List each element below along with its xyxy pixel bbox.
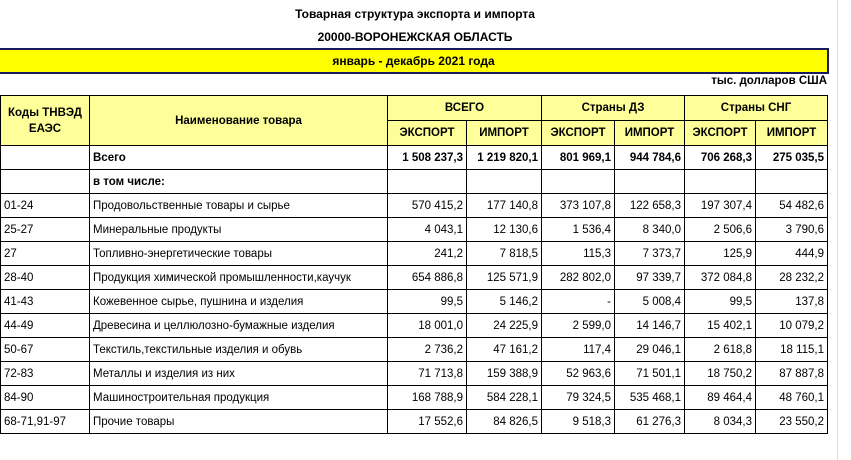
value-cell[interactable]: 115,3 (542, 242, 615, 266)
value-cell[interactable]: 197 307,4 (685, 194, 756, 218)
value-cell[interactable]: 122 658,3 (615, 194, 685, 218)
table-row (1, 338, 828, 362)
value-cell[interactable]: 28 232,2 (756, 266, 828, 290)
table-row (1, 362, 828, 386)
value-cell[interactable]: 241,2 (388, 242, 467, 266)
header-export[interactable]: ЭКСПОРТ (388, 121, 467, 146)
code-cell[interactable]: 72-83 (1, 362, 90, 386)
value-cell[interactable]: 570 415,2 (388, 194, 467, 218)
value-cell[interactable]: 61 276,3 (615, 410, 685, 434)
value-cell[interactable]: 48 760,1 (756, 386, 828, 410)
table-row (1, 290, 828, 314)
value-cell[interactable]: 71 501,1 (615, 362, 685, 386)
value-cell[interactable]: 7 373,7 (615, 242, 685, 266)
value-cell[interactable]: 444,9 (756, 242, 828, 266)
value-cell[interactable]: 2 736,2 (388, 338, 467, 362)
value-cell[interactable] (388, 170, 467, 194)
value-cell[interactable]: 168 788,9 (388, 386, 467, 410)
code-cell[interactable]: 84-90 (1, 386, 90, 410)
value-cell[interactable]: 1 219 820,1 (467, 146, 542, 170)
code-cell[interactable]: 01-24 (1, 194, 90, 218)
value-cell[interactable]: 137,8 (756, 290, 828, 314)
value-cell[interactable]: 7 818,5 (467, 242, 542, 266)
name-cell[interactable]: Текстиль,текстильные изделия и обувь (90, 338, 388, 362)
value-cell[interactable]: 801 969,1 (542, 146, 615, 170)
value-cell[interactable]: 24 225,9 (467, 314, 542, 338)
value-cell[interactable]: 125,9 (685, 242, 756, 266)
table-row (1, 218, 828, 242)
table-row (1, 386, 828, 410)
value-cell[interactable]: 52 963,6 (542, 362, 615, 386)
value-cell[interactable]: 9 518,3 (542, 410, 615, 434)
header-import[interactable]: ИМПОРТ (615, 121, 685, 146)
period-banner: январь - декабрь 2021 года (0, 48, 829, 74)
report-title: Товарная структура экспорта и импорта (295, 7, 535, 21)
code-cell[interactable] (1, 170, 90, 194)
value-cell[interactable]: 4 043,1 (388, 218, 467, 242)
header-group-cis[interactable]: Страны СНГ (685, 96, 828, 121)
value-cell[interactable]: 84 826,5 (467, 410, 542, 434)
name-cell[interactable]: Машиностроительная продукция (90, 386, 388, 410)
region-title: 20000-ВОРОНЕЖСКАЯ ОБЛАСТЬ (317, 30, 513, 44)
value-cell[interactable]: 654 886,8 (388, 266, 467, 290)
name-cell[interactable]: Кожевенное сырье, пушнина и изделия (90, 290, 388, 314)
value-cell[interactable]: 99,5 (685, 290, 756, 314)
code-cell[interactable]: 27 (1, 242, 90, 266)
value-cell[interactable]: 71 713,8 (388, 362, 467, 386)
value-cell[interactable]: 177 140,8 (467, 194, 542, 218)
value-cell[interactable]: 99,5 (388, 290, 467, 314)
value-cell[interactable]: 2 506,6 (685, 218, 756, 242)
header-group-far-abroad[interactable]: Страны ДЗ (542, 96, 685, 121)
value-cell[interactable]: 54 482,6 (756, 194, 828, 218)
value-cell[interactable]: 17 552,6 (388, 410, 467, 434)
table-row (1, 242, 828, 266)
name-cell[interactable]: Продукция химической промышленности,каучук (90, 266, 388, 290)
value-cell[interactable]: - (542, 290, 615, 314)
name-cell[interactable]: Продовольственные товары и сырье (90, 194, 388, 218)
code-cell[interactable] (1, 146, 90, 170)
value-cell[interactable]: 2 599,0 (542, 314, 615, 338)
value-cell[interactable]: 584 228,1 (467, 386, 542, 410)
value-cell[interactable]: 373 107,8 (542, 194, 615, 218)
value-cell[interactable]: 18 750,2 (685, 362, 756, 386)
value-cell[interactable] (467, 170, 542, 194)
table-row (1, 410, 828, 434)
value-cell[interactable] (756, 170, 828, 194)
code-cell[interactable]: 28-40 (1, 266, 90, 290)
value-cell[interactable]: 89 464,4 (685, 386, 756, 410)
name-cell[interactable]: Топливно-энергетические товары (90, 242, 388, 266)
table-row (1, 170, 828, 194)
value-cell[interactable]: 159 388,9 (467, 362, 542, 386)
table-row (1, 314, 828, 338)
table-row (1, 146, 828, 170)
value-cell[interactable]: 372 084,8 (685, 266, 756, 290)
header-name[interactable]: Наименование товара (90, 96, 388, 146)
value-cell[interactable]: 18 001,0 (388, 314, 467, 338)
sheet-gridline (837, 0, 838, 460)
name-cell[interactable]: Прочие товары (90, 410, 388, 434)
value-cell[interactable]: 5 008,4 (615, 290, 685, 314)
header-export[interactable]: ЭКСПОРТ (685, 121, 756, 146)
code-cell[interactable]: 25-27 (1, 218, 90, 242)
value-cell[interactable]: 8 034,3 (685, 410, 756, 434)
value-cell[interactable]: 47 161,2 (467, 338, 542, 362)
header-codes[interactable]: Коды ТНВЭД ЕАЭС (1, 96, 90, 146)
value-cell[interactable]: 275 035,5 (756, 146, 828, 170)
value-cell[interactable]: 15 402,1 (685, 314, 756, 338)
value-cell[interactable]: 1 536,4 (542, 218, 615, 242)
name-cell[interactable]: Всего (90, 146, 388, 170)
code-cell[interactable]: 44-49 (1, 314, 90, 338)
value-cell[interactable]: 117,4 (542, 338, 615, 362)
table-row (1, 266, 828, 290)
value-cell[interactable]: 8 340,0 (615, 218, 685, 242)
trade-table (0, 95, 828, 434)
name-cell[interactable]: в том числе: (90, 170, 388, 194)
value-cell[interactable] (542, 170, 615, 194)
code-cell[interactable]: 41-43 (1, 290, 90, 314)
value-cell[interactable]: 125 571,9 (467, 266, 542, 290)
value-cell[interactable]: 12 130,6 (467, 218, 542, 242)
value-cell[interactable]: 18 115,1 (756, 338, 828, 362)
header-export[interactable]: ЭКСПОРТ (542, 121, 615, 146)
value-cell[interactable]: 1 508 237,3 (388, 146, 467, 170)
value-cell[interactable] (615, 170, 685, 194)
value-cell[interactable]: 10 079,2 (756, 314, 828, 338)
value-cell[interactable]: 944 784,6 (615, 146, 685, 170)
value-cell[interactable]: 29 046,1 (615, 338, 685, 362)
value-cell[interactable]: 3 790,6 (756, 218, 828, 242)
name-cell[interactable]: Древесина и целлюлозно-бумажные изделия (90, 314, 388, 338)
value-cell[interactable]: 79 324,5 (542, 386, 615, 410)
value-cell[interactable]: 535 468,1 (615, 386, 685, 410)
value-cell[interactable]: 23 550,2 (756, 410, 828, 434)
value-cell[interactable]: 706 268,3 (685, 146, 756, 170)
value-cell[interactable]: 97 339,7 (615, 266, 685, 290)
code-cell[interactable]: 68-71,91-97 (1, 410, 90, 434)
value-cell[interactable]: 87 887,8 (756, 362, 828, 386)
header-import[interactable]: ИМПОРТ (756, 121, 828, 146)
name-cell[interactable]: Минеральные продукты (90, 218, 388, 242)
header-import[interactable]: ИМПОРТ (467, 121, 542, 146)
units-label: тыс. долларов США (711, 75, 827, 87)
value-cell[interactable]: 282 802,0 (542, 266, 615, 290)
code-cell[interactable]: 50-67 (1, 338, 90, 362)
value-cell[interactable]: 2 618,8 (685, 338, 756, 362)
value-cell[interactable] (685, 170, 756, 194)
table-row (1, 194, 828, 218)
name-cell[interactable]: Металлы и изделия из них (90, 362, 388, 386)
value-cell[interactable]: 14 146,7 (615, 314, 685, 338)
header-group-total[interactable]: ВСЕГО (388, 96, 542, 121)
value-cell[interactable]: 5 146,2 (467, 290, 542, 314)
